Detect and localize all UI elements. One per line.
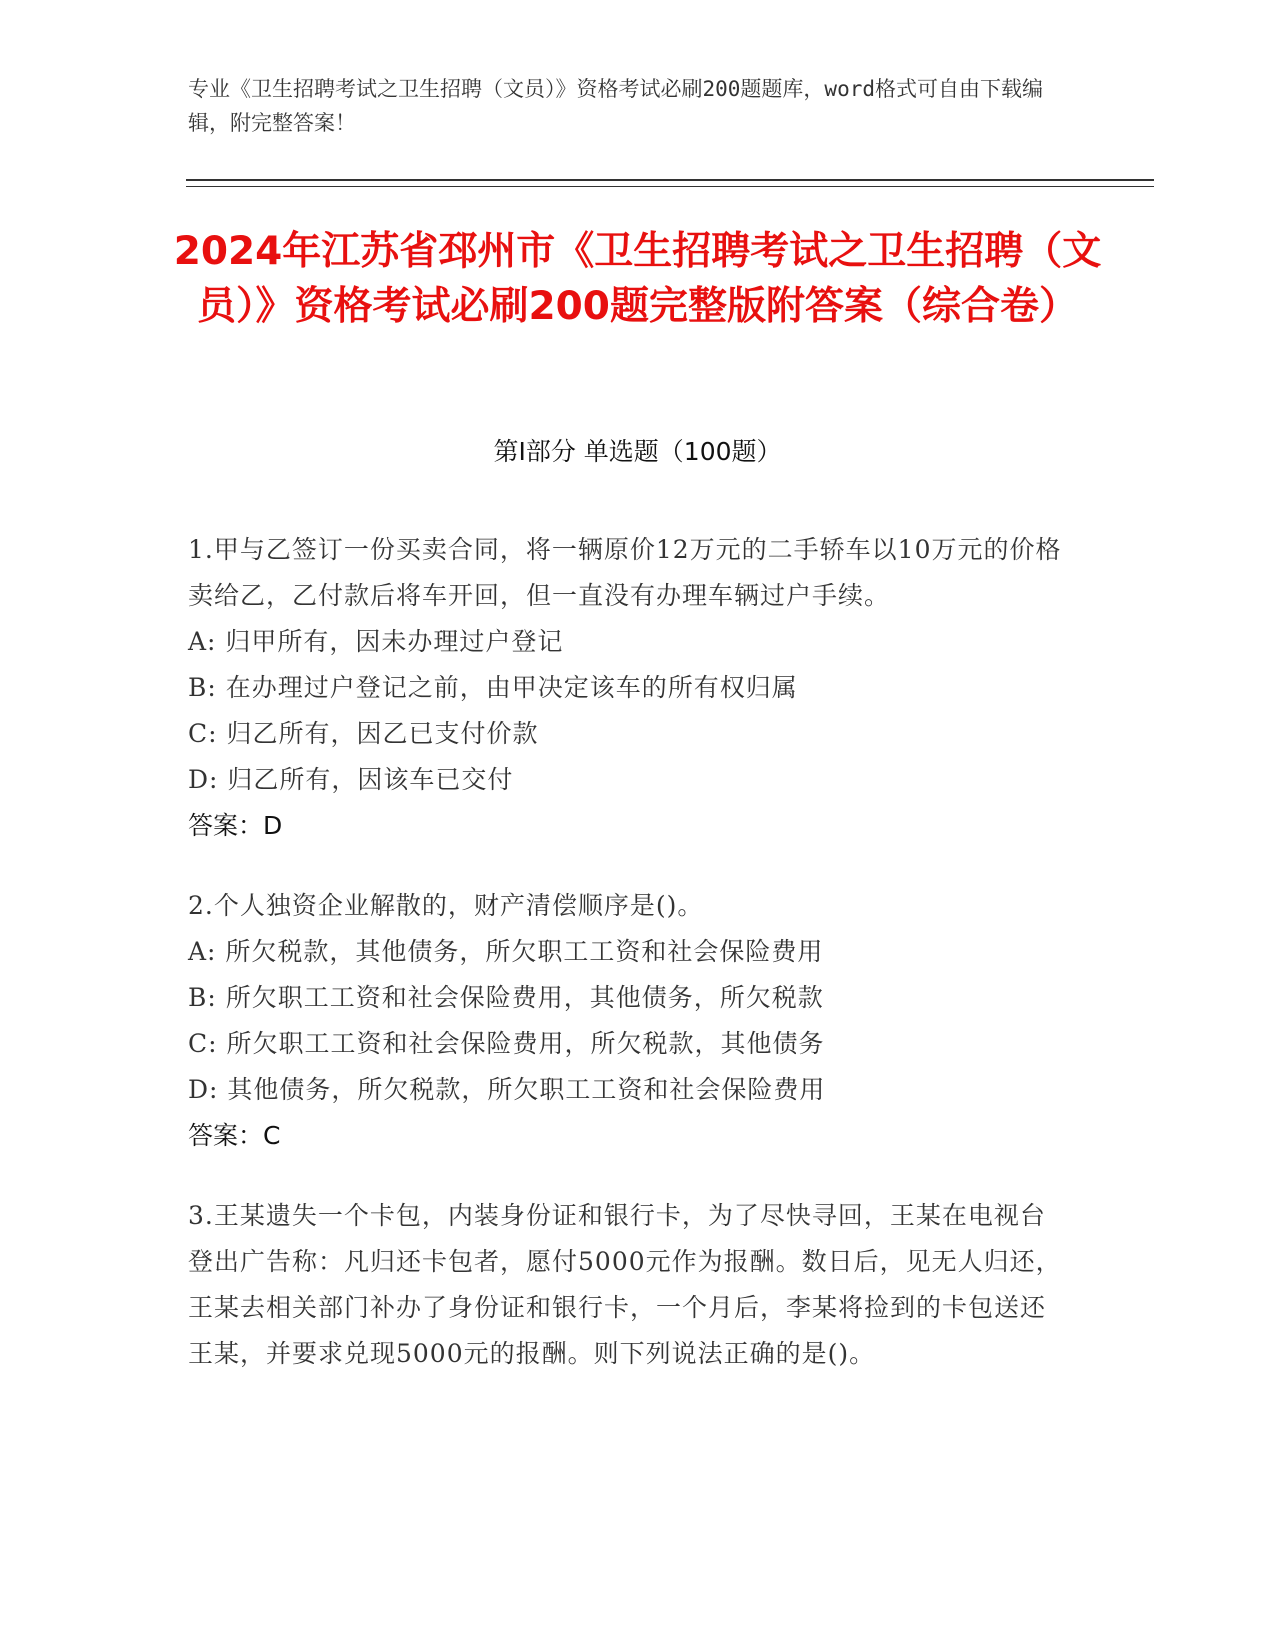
question-stem: 3.王某遗失一个卡包，内装身份证和银行卡，为了尽快寻回，王某在电视台登出广告称：凡归还卡包者，愿付5000元作为报酬。数日后，见无人归还，王某去相关部门补办了身份证和银行卡，一个月后，李某将捡到的卡包送还王某，并要求兑现5000元的报酬。则下列说法正确的是()。 — [188, 1201, 1062, 1368]
question-3 — [188, 1193, 1068, 1377]
header-note: 专业《卫生招聘考试之卫生招聘（文员）》资格考试必刷200题题库，word格式可自由下载编辑，附完整答案！ — [188, 77, 1043, 135]
document-title: 2024年江苏省邳州市《卫生招聘考试之卫生招聘（文员）》资格考试必刷200题完整版附答案（综合卷） — [173, 229, 1102, 329]
option-d: D: 其他债务，所欠税款，所欠职工工资和社会保险费用 — [188, 1075, 826, 1104]
question-list — [188, 527, 1068, 1411]
header-divider-thick — [186, 179, 1154, 181]
option-b: B: 所欠职工工资和社会保险费用，其他债务，所欠税款 — [188, 983, 824, 1012]
option-a: A: 归甲所有，因未办理过户登记 — [188, 627, 564, 656]
option-c: C: 归乙所有，因乙已支付价款 — [188, 719, 539, 748]
option-d: D: 归乙所有，因该车已交付 — [188, 765, 514, 794]
answer: 答案：C — [188, 1121, 281, 1150]
option-c: C: 所欠职工工资和社会保险费用，所欠税款，其他债务 — [188, 1029, 825, 1058]
option-a: A: 所欠税款，其他债务，所欠职工工资和社会保险费用 — [188, 937, 824, 966]
question-1 — [188, 527, 1068, 849]
header-divider-thin — [186, 186, 1154, 187]
question-stem: 2.个人独资企业解散的，财产清偿顺序是()。 — [188, 891, 704, 920]
question-stem: 1.甲与乙签订一份买卖合同，将一辆原价12万元的二手轿车以10万元的价格卖给乙，乙付款后将车开回，但一直没有办理车辆过户手续。 — [188, 535, 1062, 610]
question-2 — [188, 883, 1068, 1159]
section-heading: 第Ⅰ部分 单选题（100题） — [493, 437, 782, 466]
answer: 答案：D — [188, 811, 283, 840]
option-b: B: 在办理过户登记之前，由甲决定该车的所有权归属 — [188, 673, 798, 702]
